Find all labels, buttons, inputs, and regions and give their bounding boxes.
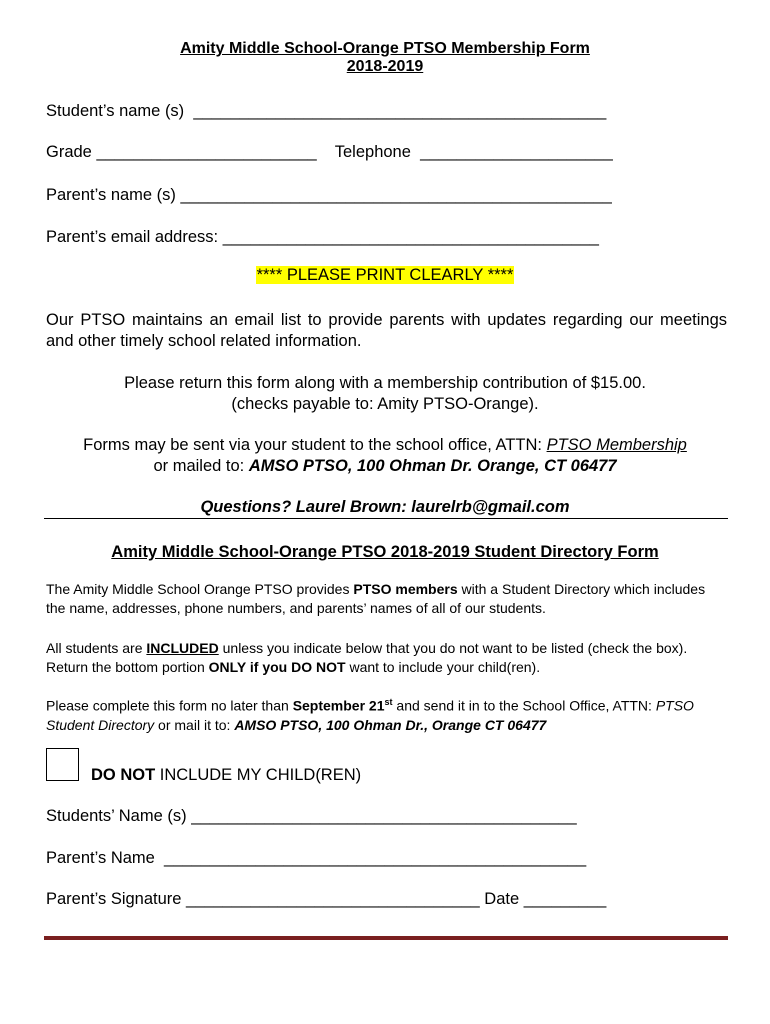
mailed-address: AMSO PTSO, 100 Ohman Dr. Orange, CT 06477 — [248, 457, 617, 475]
complete-middle: and send it in to the School Office, ATTN: — [392, 697, 656, 714]
directory-parent-name-field[interactable] — [46, 849, 586, 868]
directory-inclusion-paragraph — [46, 639, 716, 677]
all-only: ONLY if you DO NOT — [208, 659, 346, 675]
students-name-blank[interactable]: __________________________________________ — [191, 807, 577, 825]
mailed-line — [0, 456, 770, 477]
parent-email-field[interactable] — [46, 228, 599, 247]
membership-form-title-line1: Amity Middle School-Orange PTSO Membership Form — [180, 40, 590, 57]
all-middle: unless you indicate below that you do not want to be listed (check the box). Return the bottom portion — [46, 640, 688, 675]
directory-intro-paragraph — [46, 580, 716, 618]
footer-rule — [44, 936, 728, 940]
questions-line — [0, 498, 770, 517]
date-label: Date — [484, 890, 520, 908]
do-not-bold: DO NOT — [91, 766, 156, 784]
return-instructions — [0, 373, 770, 415]
student-name-field[interactable] — [46, 102, 606, 121]
grade-blank[interactable]: ________________________ — [96, 143, 317, 161]
directory-form-title: Amity Middle School-Orange PTSO 2018-2019 Student Directory Form — [111, 543, 659, 561]
return-line1: Please return this form along with a membership contribution of $15.00. — [124, 374, 646, 392]
all-included: INCLUDED — [146, 640, 219, 656]
complete-date-sup: st — [384, 697, 393, 707]
forms-sent-prefix: Forms may be sent via your student to the school office, ATTN: — [83, 436, 547, 454]
complete-attn: PTSO Student Directory — [46, 697, 694, 733]
students-name-label: Students’ Name (s) — [46, 807, 187, 825]
forms-sent-line — [0, 435, 770, 456]
parent-name-blank[interactable]: _______________________________________________ — [180, 186, 612, 204]
directory-deadline-paragraph — [46, 693, 716, 735]
directory-parent-name-blank[interactable]: ______________________________________________ — [164, 849, 587, 867]
signature-label: Parent’s Signature — [46, 890, 182, 908]
parent-name-field[interactable] — [46, 186, 612, 205]
forms-sent-attn: PTSO Membership — [546, 436, 687, 454]
grade-label: Grade — [46, 143, 92, 161]
return-line2: (checks payable to: Amity PTSO-Orange). — [231, 395, 539, 413]
directory-parent-name-label: Parent’s Name — [46, 849, 155, 867]
date-blank[interactable]: _________ — [523, 890, 607, 908]
do-not-include-checkbox[interactable] — [46, 748, 79, 781]
complete-address: AMSO PTSO, 100 Ohman Dr., Orange CT 06477 — [234, 716, 547, 733]
telephone-label: Telephone — [334, 143, 411, 161]
do-not-rest: INCLUDE MY CHILD(REN) — [155, 766, 362, 784]
parent-name-label: Parent’s name (s) — [46, 186, 176, 204]
complete-prefix: Please complete this form no later than — [46, 697, 293, 714]
email-list-paragraph: Our PTSO maintains an email list to provide parents with updates regarding our meetings and other timely school related information. — [46, 311, 727, 350]
parent-email-label: Parent’s email address: — [46, 228, 219, 246]
signature-blank[interactable]: ________________________________ — [186, 890, 480, 908]
print-clearly-notice — [0, 266, 770, 285]
complete-date: September 21 — [292, 697, 385, 714]
membership-form-title-line2: 2018-2019 — [346, 58, 424, 75]
grade-telephone-row — [46, 143, 613, 162]
complete-mail: or mail it to: — [154, 716, 235, 733]
all-suffix: want to include your child(ren). — [345, 659, 541, 675]
students-name-field[interactable] — [46, 807, 577, 826]
student-name-label: Student’s name (s) — [46, 102, 185, 120]
forms-sent-instructions — [0, 435, 770, 477]
student-name-blank[interactable]: _____________________________________________ — [193, 102, 607, 120]
all-prefix: All students are — [46, 640, 147, 656]
print-clearly-text: **** PLEASE PRINT CLEARLY **** — [256, 266, 514, 284]
parent-email-blank[interactable]: _________________________________________ — [222, 228, 599, 246]
section-divider — [44, 518, 728, 519]
mailed-prefix: or mailed to: — [153, 457, 249, 475]
questions-contact: Questions? Laurel Brown: laurelrb@gmail.com — [200, 498, 570, 516]
do-not-include-label — [91, 766, 361, 785]
signature-date-row — [46, 890, 606, 909]
telephone-blank[interactable]: _____________________ — [420, 143, 613, 161]
intro-prefix: The Amity Middle School Orange PTSO provides — [46, 581, 354, 597]
membership-form-title — [0, 40, 770, 76]
intro-suffix: with a Student Directory which includes the name, addresses, phone numbers, and parents’ names of all of our students. — [46, 581, 706, 616]
intro-bold: PTSO members — [353, 581, 458, 597]
